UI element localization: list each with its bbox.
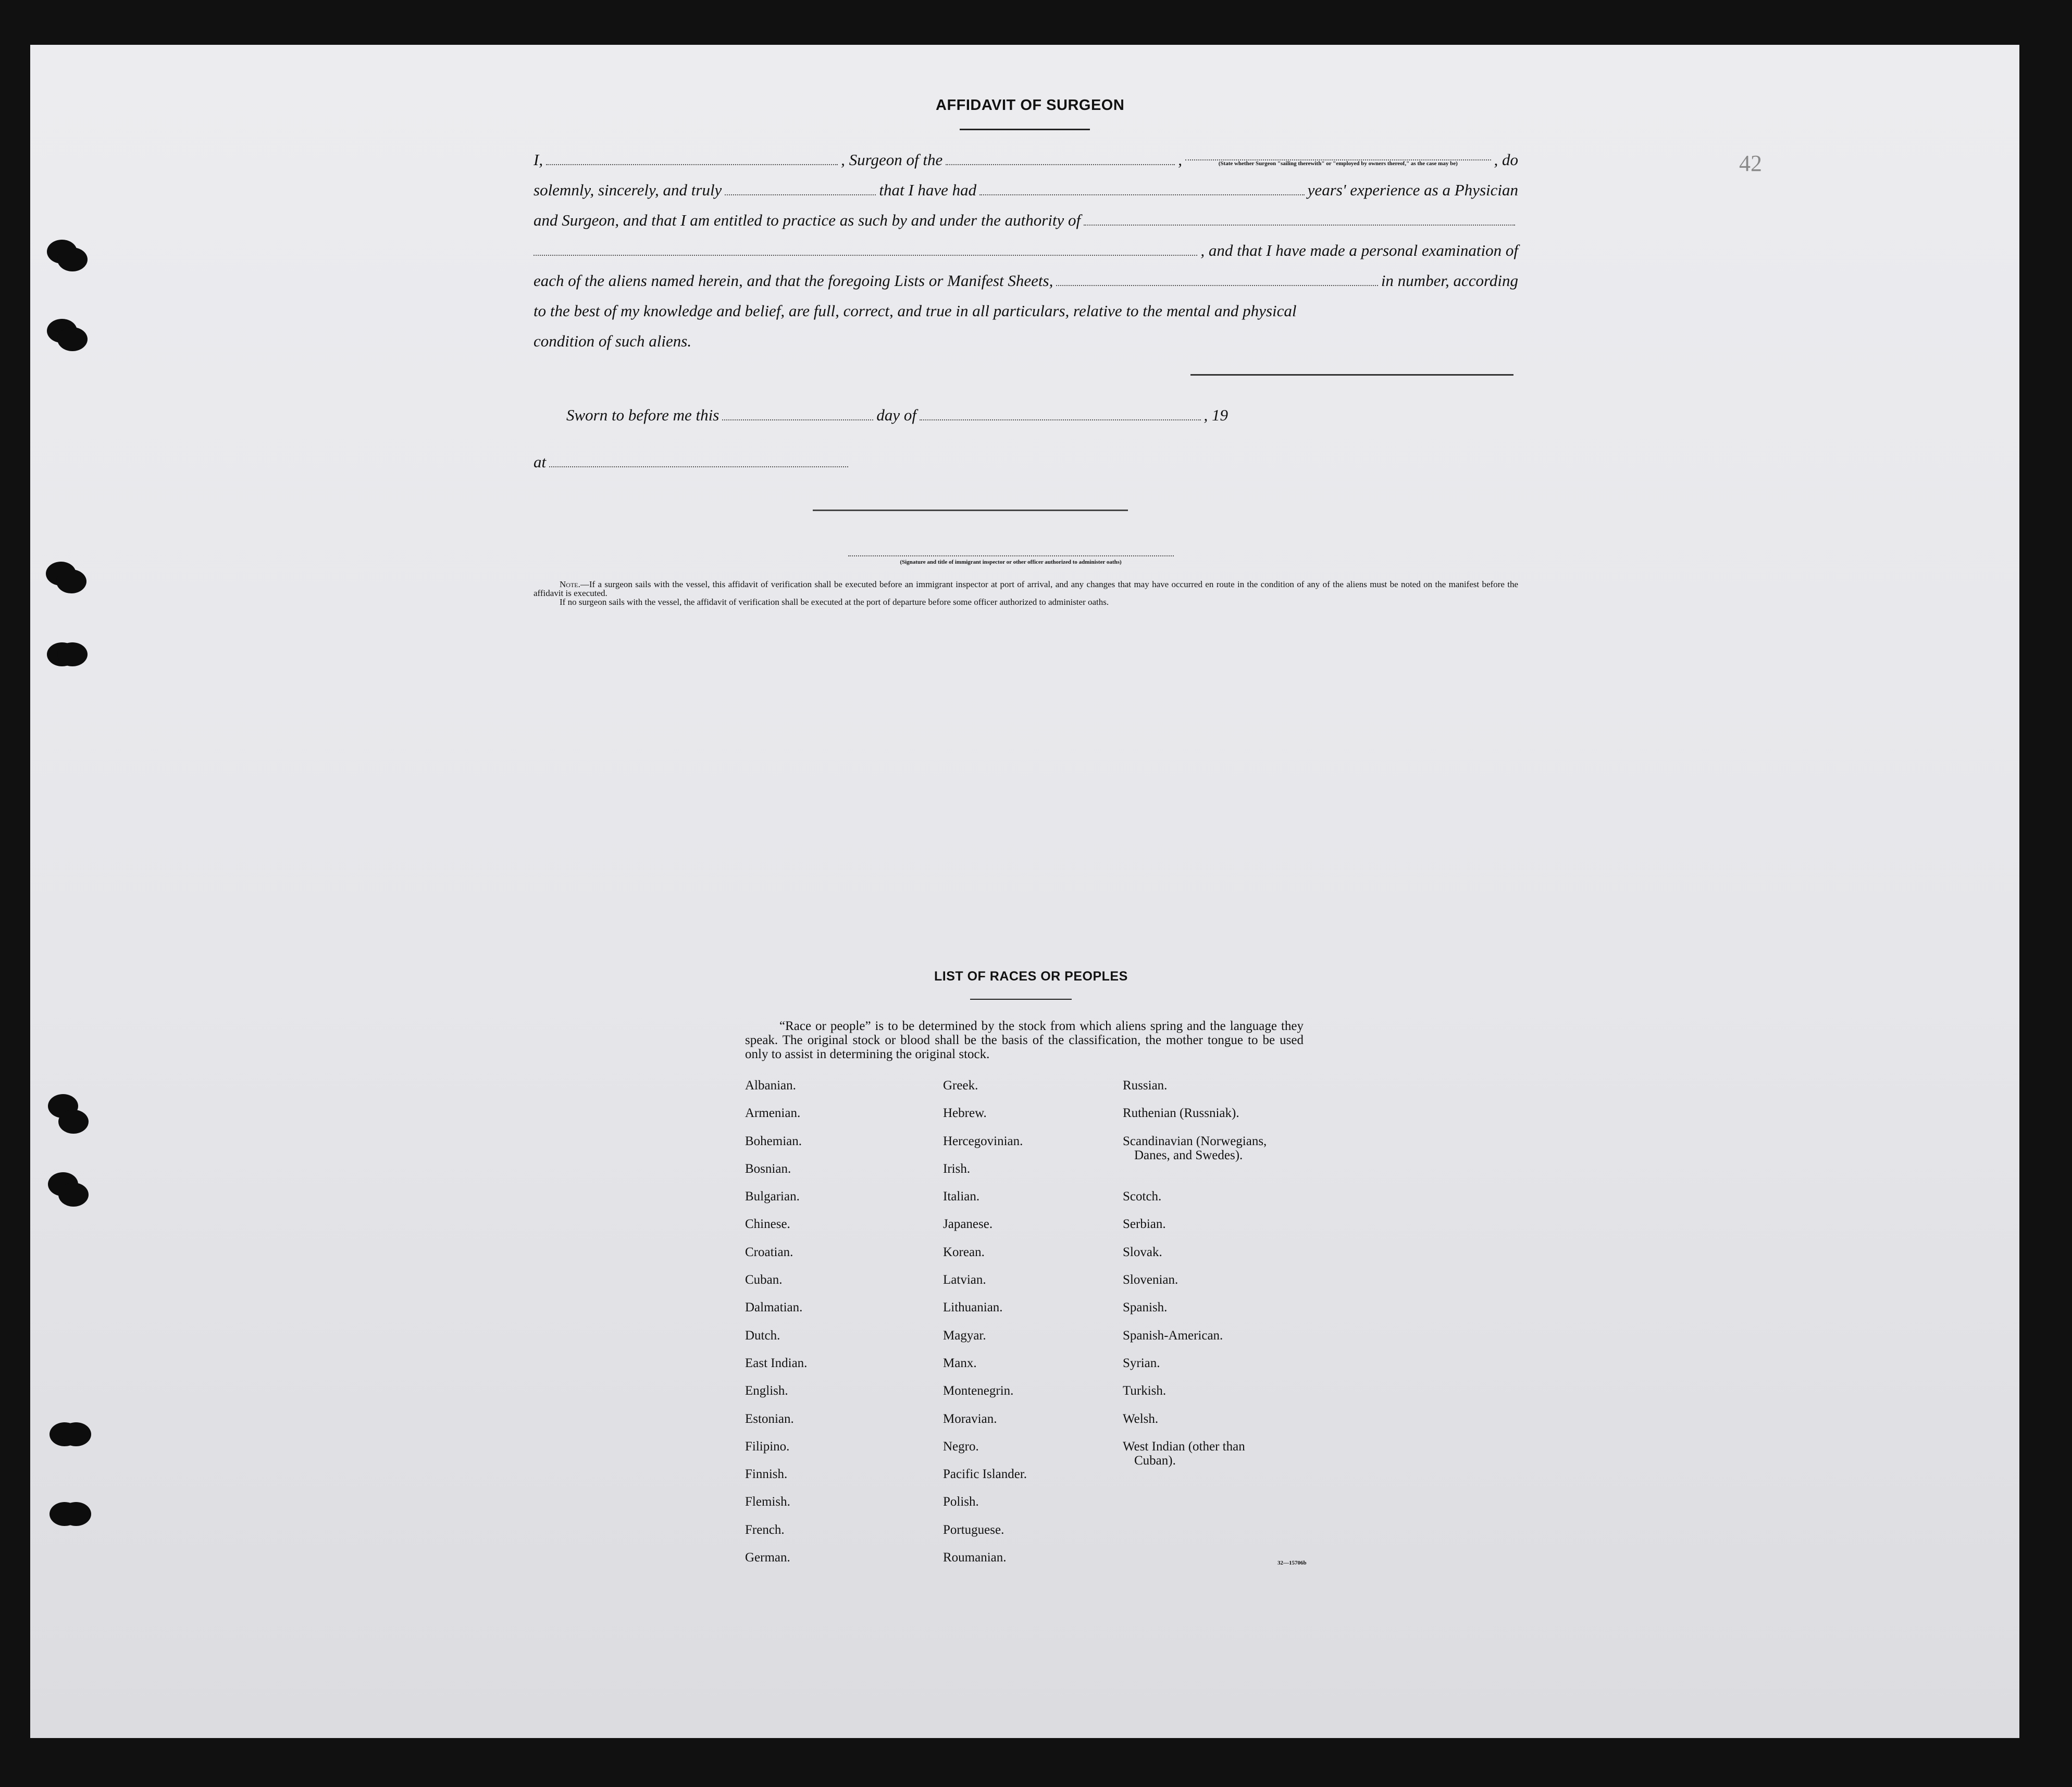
punch-hole <box>58 1183 89 1207</box>
note-text-2: If no surgeon sails with the vessel, the affidavit of verification shall be executed at the port of departure before some officer authorized to administer oaths. <box>560 597 1109 607</box>
affidavit-line-6 <box>533 296 1518 326</box>
punch-hole <box>61 1422 91 1446</box>
race-item: French. <box>745 1522 785 1537</box>
race-item: Chinese. <box>745 1217 790 1232</box>
affidavit-text: each of the aliens named herein, and that the foregoing Lists or Manifest Sheets, <box>533 271 1053 290</box>
race-item: Bulgarian. <box>745 1189 800 1204</box>
affidavit-note <box>533 580 1518 606</box>
race-item: Bosnian. <box>745 1161 791 1176</box>
officer-signature-line[interactable] <box>813 510 1128 511</box>
race-item: Dalmatian. <box>745 1300 803 1315</box>
races-column-2 <box>943 1078 1027 1578</box>
authority-field[interactable] <box>1084 219 1515 226</box>
race-item: German. <box>745 1550 790 1565</box>
race-item: Korean. <box>943 1245 985 1259</box>
sheet-count-field[interactable] <box>1056 280 1378 286</box>
race-item: Slovak. <box>1123 1245 1162 1259</box>
races-title: LIST OF RACES OR PEOPLES <box>934 969 1128 984</box>
races-intro <box>745 1019 1304 1061</box>
authority-field-continued[interactable] <box>533 250 1197 256</box>
affidavit-line-3 <box>533 205 1518 235</box>
race-item: Cuban. <box>745 1273 783 1287</box>
punch-hole <box>57 642 88 666</box>
sworn-text: day of <box>876 406 916 424</box>
race-item: Dutch. <box>745 1328 780 1343</box>
race-item <box>1123 1134 1267 1190</box>
race-item-line: West Indian (other than <box>1123 1439 1245 1454</box>
race-item: Irish. <box>943 1161 971 1176</box>
sworn-text: , 19 <box>1204 406 1228 424</box>
race-item: East Indian. <box>745 1356 808 1370</box>
race-item: Armenian. <box>745 1106 801 1121</box>
surgeon-signature-line[interactable] <box>1190 374 1513 376</box>
affidavit-title: AFFIDAVIT OF SURGEON <box>936 97 1125 114</box>
race-item: Pacific Islander. <box>943 1467 1027 1482</box>
race-item: Hercegovinian. <box>943 1134 1023 1148</box>
page-number: 42 <box>1739 151 1762 176</box>
race-item: Bohemian. <box>745 1134 802 1148</box>
punch-hole <box>56 569 86 593</box>
affidavit-line-4 <box>533 235 1518 266</box>
race-item: Polish. <box>943 1495 979 1509</box>
race-item: Turkish. <box>1123 1384 1167 1398</box>
race-item: Montenegrin. <box>943 1384 1014 1398</box>
race-item: Flemish. <box>745 1495 790 1509</box>
race-item: Slovenian. <box>1123 1273 1178 1287</box>
races-column-3 <box>1123 1078 1267 1467</box>
race-item: Latvian. <box>943 1273 986 1287</box>
vessel-name-field[interactable] <box>946 159 1175 165</box>
solemnly-field[interactable] <box>725 189 876 195</box>
race-item: Welsh. <box>1123 1411 1159 1426</box>
note-label: Note. <box>560 579 580 589</box>
surgeon-status-field[interactable] <box>1185 152 1491 167</box>
race-item-line: Cuban). <box>1134 1453 1176 1468</box>
sworn-place-line <box>533 447 851 477</box>
race-item: Italian. <box>943 1189 980 1204</box>
punch-hole <box>57 247 88 271</box>
place-label: at <box>533 453 547 471</box>
races-title-underline <box>970 999 1072 1000</box>
race-item: Finnish. <box>745 1467 788 1482</box>
races-column-1 <box>745 1078 807 1578</box>
punch-hole <box>61 1502 91 1526</box>
race-item: Syrian. <box>1123 1356 1160 1370</box>
officer-caption: (Signature and title of immigrant inspector or other officer authorized to administer oaths) <box>900 559 1122 565</box>
sworn-text: Sworn to before me this <box>566 406 719 424</box>
affidavit-line-7 <box>533 326 1518 356</box>
race-item: Spanish-American. <box>1123 1328 1223 1343</box>
punch-hole <box>57 327 88 351</box>
sworn-place-field[interactable] <box>549 461 848 467</box>
affidavit-text: in number, according <box>1381 271 1518 290</box>
races-intro-text: “Race or people” is to be determined by the stock from which aliens spring and the language they speak. The original stock or blood shall be the basis of the classification, the mother tongue to be used only to assist in determining the original stock. <box>745 1019 1304 1061</box>
race-item: Roumanian. <box>943 1550 1007 1565</box>
affidavit-text: years' experience as a Physician <box>1307 181 1518 199</box>
race-item: Spanish. <box>1123 1300 1168 1315</box>
race-item: Portuguese. <box>943 1522 1004 1537</box>
race-item: Greek. <box>943 1078 978 1093</box>
race-item: Russian. <box>1123 1078 1168 1093</box>
sworn-line <box>566 400 1228 430</box>
race-item: Serbian. <box>1123 1217 1166 1232</box>
punch-hole <box>58 1110 89 1134</box>
note-text: —If a surgeon sails with the vessel, this affidavit of verification shall be executed before an immigrant inspector at port of arrival, and any changes that may have occurred en route in the condition of any of the aliens must be noted on the manifest before the affidavit is executed. <box>533 579 1518 598</box>
race-sublist <box>1123 1189 1267 1439</box>
race-item: Ruthenian (Russniak). <box>1123 1106 1239 1121</box>
surgeon-status-caption: (State whether Surgeon "sailing therewith" or "employed by owners thereof," as the case may be) <box>1218 160 1458 167</box>
affidavit-text: , do <box>1494 151 1518 169</box>
race-item <box>1123 1439 1267 1467</box>
race-item: English. <box>745 1384 788 1398</box>
years-experience-field[interactable] <box>979 189 1305 195</box>
surgeon-name-field[interactable] <box>546 159 838 165</box>
affidavit-text: condition of such aliens. <box>533 332 692 350</box>
race-item: Manx. <box>943 1356 977 1370</box>
affidavit-text: , <box>1178 151 1182 169</box>
sworn-day-field[interactable] <box>722 414 873 420</box>
affidavit-text: that I have had <box>879 181 977 199</box>
race-item-line: Danes, and Swedes). <box>1134 1148 1243 1162</box>
race-item: Croatian. <box>745 1245 793 1259</box>
title-underline <box>960 129 1090 130</box>
race-item: Hebrew. <box>943 1106 987 1121</box>
race-item: Filipino. <box>745 1439 790 1454</box>
affidavit-text: , Surgeon of the <box>841 151 943 169</box>
race-item: Negro. <box>943 1439 979 1454</box>
race-item: Japanese. <box>943 1217 993 1232</box>
affidavit-text: , and that I have made a personal examination of <box>1200 241 1518 259</box>
affidavit-text: and Surgeon, and that I am entitled to practice as such by and under the authority of <box>533 211 1081 229</box>
affidavit-text: I, <box>533 151 543 169</box>
race-item: Magyar. <box>943 1328 986 1343</box>
race-item-line: Scandinavian (Norwegians, <box>1123 1134 1267 1148</box>
affidavit-text: solemnly, sincerely, and truly <box>533 181 722 199</box>
officer-title-line[interactable] <box>848 555 1174 556</box>
affidavit-text: to the best of my knowledge and belief, are full, correct, and true in all particulars, relative to the mental and physical <box>533 302 1297 320</box>
affidavit-line-2 <box>533 175 1518 205</box>
sworn-month-field[interactable] <box>920 414 1201 420</box>
race-item: Scotch. <box>1123 1189 1162 1204</box>
race-item: Moravian. <box>943 1411 997 1426</box>
affidavit-line-5 <box>533 266 1518 296</box>
race-item: Albanian. <box>745 1078 796 1093</box>
race-item: Estonian. <box>745 1411 794 1426</box>
affidavit-line-1 <box>533 145 1518 175</box>
race-item: Lithuanian. <box>943 1300 1003 1315</box>
form-code: 32—15706b <box>1277 1560 1307 1566</box>
